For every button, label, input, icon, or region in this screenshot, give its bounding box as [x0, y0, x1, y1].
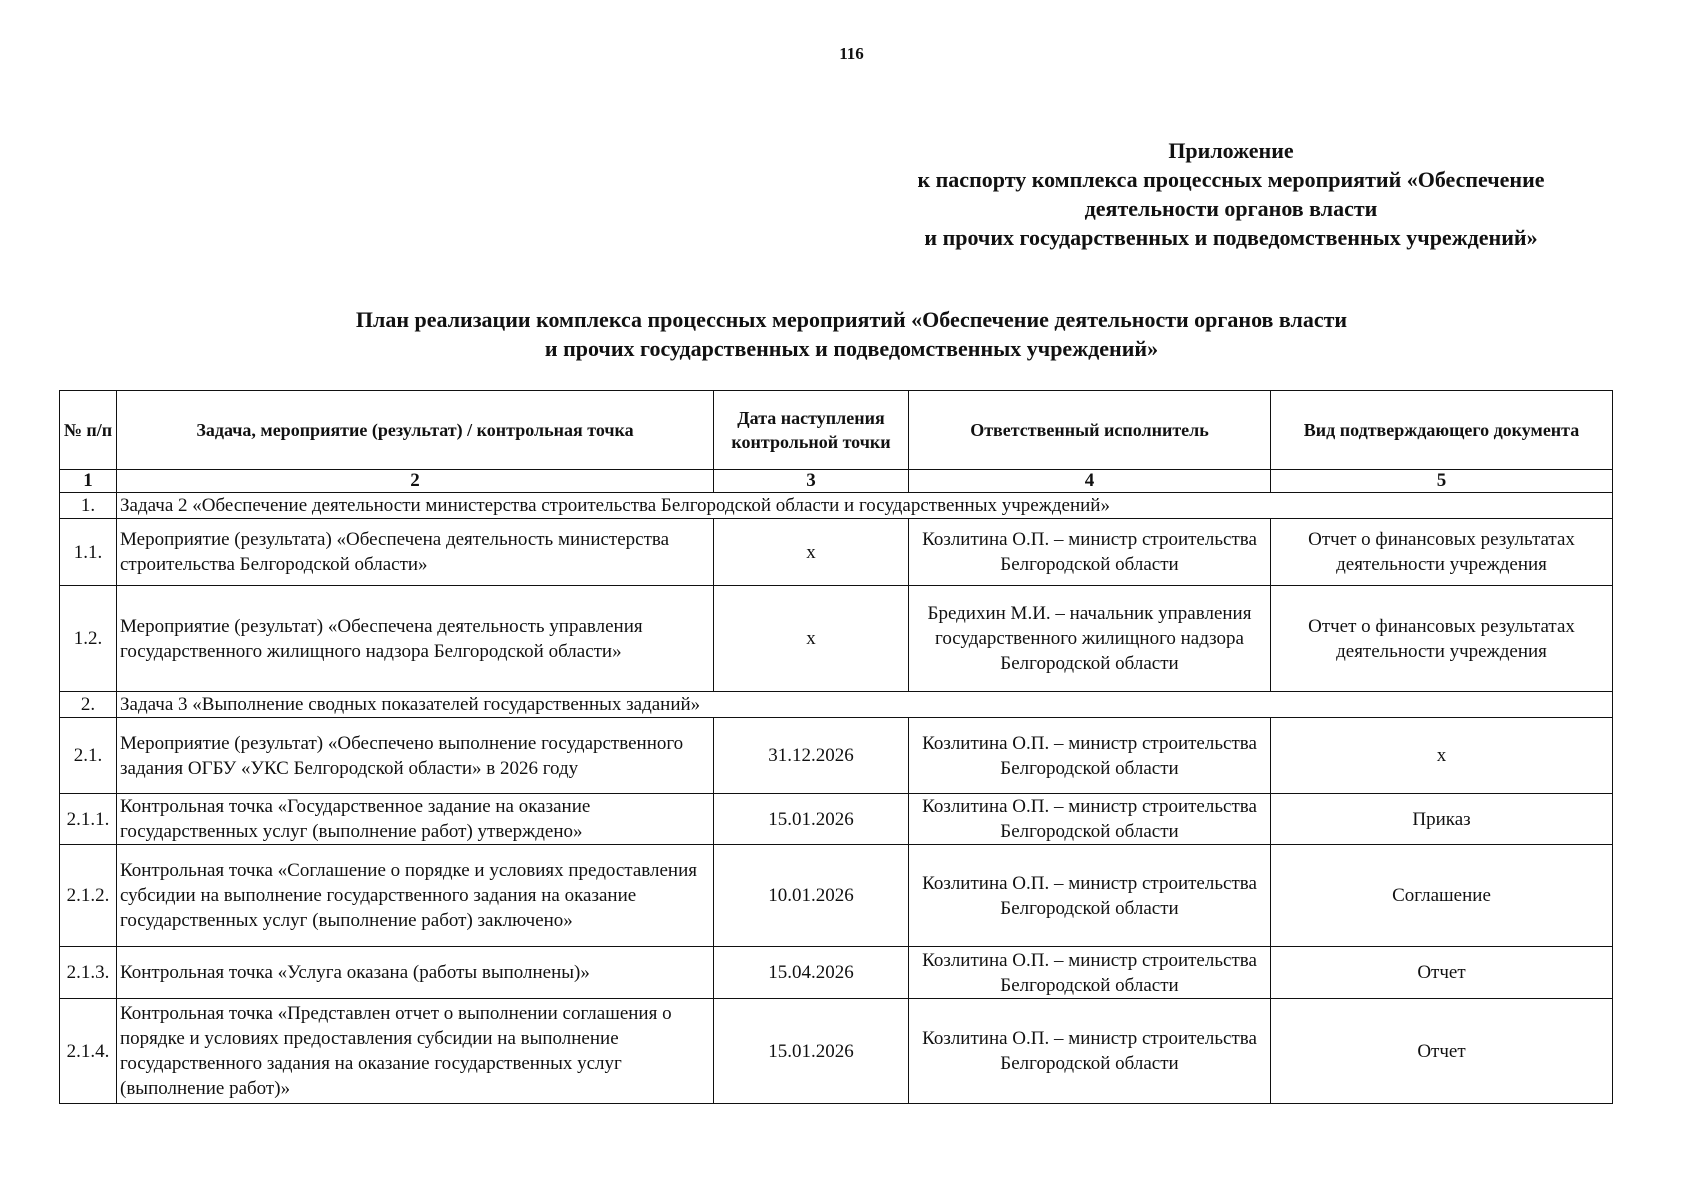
row-date: 15.01.2026 [714, 794, 909, 845]
column-number: 2 [117, 470, 714, 493]
row-responsible: Бредихин М.И. – начальник управления государственного жилищного надзора Белгородской области [909, 586, 1271, 692]
row-number: 1.2. [60, 586, 117, 692]
row-date: 10.01.2026 [714, 845, 909, 947]
table-row [60, 586, 1613, 692]
header-task: Задача, мероприятие (результат) / контрольная точка [117, 391, 714, 470]
row-document: Отчет о финансовых результатах деятельности учреждения [1271, 586, 1613, 692]
row-date: 15.01.2026 [714, 999, 909, 1104]
row-text: Контрольная точка «Государственное задание на оказание государственных услуг (выполнение работ) утверждено» [117, 794, 714, 845]
plan-title-line: и прочих государственных и подведомственных учреждений» [544, 336, 1159, 361]
table-row [60, 947, 1613, 999]
row-responsible: Козлитина О.П. – министр строительства Белгородской области [909, 794, 1271, 845]
row-number: 2.1.3. [60, 947, 117, 999]
row-document: Приказ [1271, 794, 1613, 845]
table-row [60, 794, 1613, 845]
header-document: Вид подтверждающего документа [1271, 391, 1613, 470]
task-row [60, 493, 1613, 519]
row-text: Контрольная точка «Соглашение о порядке и условиях предоставления субсидии на выполнение государственного задания на оказание государственных услуг (выполнение работ) заключено» [117, 845, 714, 947]
row-date: х [714, 519, 909, 586]
row-number: 1.1. [60, 519, 117, 586]
row-text: Мероприятие (результата) «Обеспечена деятельность министерства строительства Белгородской области» [117, 519, 714, 586]
appendix-line: и прочих государственных и подведомственных учреждений» [924, 225, 1538, 250]
header-responsible: Ответственный исполнитель [909, 391, 1271, 470]
task-text: Задача 3 «Выполнение сводных показателей государственных заданий» [117, 692, 1613, 718]
column-number: 1 [60, 470, 117, 493]
row-text: Мероприятие (результат) «Обеспечено выполнение государственного задания ОГБУ «УКС Белгородской области» в 2026 году [117, 718, 714, 794]
header-number: № п/п [60, 391, 117, 470]
plan-title-line: План реализации комплекса процессных мероприятий «Обеспечение деятельности органов власти [355, 307, 1348, 332]
row-number: 1. [60, 493, 117, 519]
row-document: Отчет о финансовых результатах деятельности учреждения [1271, 519, 1613, 586]
row-responsible: Козлитина О.П. – министр строительства Белгородской области [909, 999, 1271, 1104]
row-responsible: Козлитина О.П. – министр строительства Белгородской области [909, 519, 1271, 586]
row-document: Отчет [1271, 999, 1613, 1104]
table-header-row [60, 391, 1613, 470]
row-number: 2.1.4. [60, 999, 117, 1104]
column-number: 4 [909, 470, 1271, 493]
row-document: Соглашение [1271, 845, 1613, 947]
row-number: 2.1.1. [60, 794, 117, 845]
row-date: 15.04.2026 [714, 947, 909, 999]
appendix-line: Приложение [1168, 138, 1294, 163]
task-text: Задача 2 «Обеспечение деятельности министерства строительства Белгородской области и государственных учреждений» [117, 493, 1613, 519]
plan-title [0, 305, 1703, 363]
row-responsible: Козлитина О.П. – министр строительства Белгородской области [909, 947, 1271, 999]
row-number: 2.1.2. [60, 845, 117, 947]
row-number: 2.1. [60, 718, 117, 794]
header-date: Дата наступления контрольной точки [714, 391, 909, 470]
column-number: 5 [1271, 470, 1613, 493]
row-text: Мероприятие (результат) «Обеспечена деятельность управления государственного жилищного надзора Белгородской области» [117, 586, 714, 692]
column-number: 3 [714, 470, 909, 493]
row-date: 31.12.2026 [714, 718, 909, 794]
task-row [60, 692, 1613, 718]
table-row [60, 999, 1613, 1104]
row-text: Контрольная точка «Услуга оказана (работы выполнены)» [117, 947, 714, 999]
row-document: х [1271, 718, 1613, 794]
page-number: 116 [839, 44, 864, 63]
appendix-line: деятельности органов власти [1084, 196, 1378, 221]
row-responsible: Козлитина О.П. – министр строительства Белгородской области [909, 718, 1271, 794]
table-row [60, 845, 1613, 947]
row-document: Отчет [1271, 947, 1613, 999]
appendix-line: к паспорту комплекса процессных мероприятий «Обеспечение [917, 167, 1545, 192]
row-number: 2. [60, 692, 117, 718]
table-row [60, 718, 1613, 794]
row-date: х [714, 586, 909, 692]
table-row [60, 519, 1613, 586]
row-text: Контрольная точка «Представлен отчет о выполнении соглашения о порядке и условиях предоставления субсидии на выполнение государственного задания на оказание государственных услуг (выполнение работ)» [117, 999, 714, 1104]
plan-table [59, 390, 1613, 1104]
appendix-heading [851, 136, 1611, 252]
column-number-row [60, 470, 1613, 493]
row-responsible: Козлитина О.П. – министр строительства Белгородской области [909, 845, 1271, 947]
